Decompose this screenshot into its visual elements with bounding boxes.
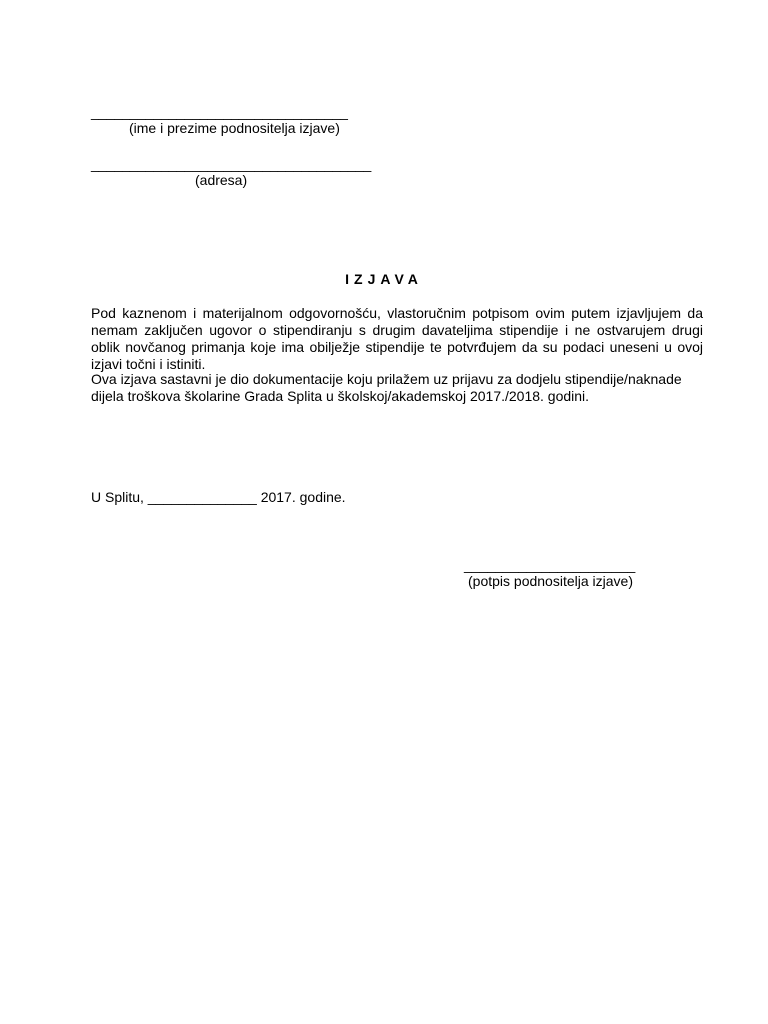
applicant-name-line: _________________________________ bbox=[91, 104, 348, 120]
signature-label: (potpis podnositelja izjave) bbox=[468, 573, 633, 589]
statement-paragraph: Pod kaznenom i materijalnom odgovornošću, vlastoručnim potpisom ovim putem izjavljujem da nemam zaključen ugovor o stipendiranju s drugim davateljima stipendije i ne ostvarujem drugi oblik novčanog primanja koje ima obilježje stipendije te potvrđujem da su podaci uneseni u ovoj izjavi točni i istiniti. bbox=[91, 305, 703, 372]
signature-line: ______________________ bbox=[464, 557, 636, 573]
applicant-name-label: (ime i prezime podnositelja izjave) bbox=[129, 120, 340, 136]
applicant-address-line: ____________________________________ bbox=[91, 156, 372, 172]
place-and-date: U Splitu, ______________ 2017. godine. bbox=[91, 489, 346, 505]
statement-paragraph-2: Ova izjava sastavni je dio dokumentacije koju prilažem uz prijavu za dodjelu stipendije/naknade dijela troškova školarine Grada Splita u školskoj/akademskoj 2017./2018. godini. bbox=[91, 371, 682, 404]
document-title: IZJAVA bbox=[345, 271, 423, 287]
applicant-address-label: (adresa) bbox=[195, 172, 248, 188]
